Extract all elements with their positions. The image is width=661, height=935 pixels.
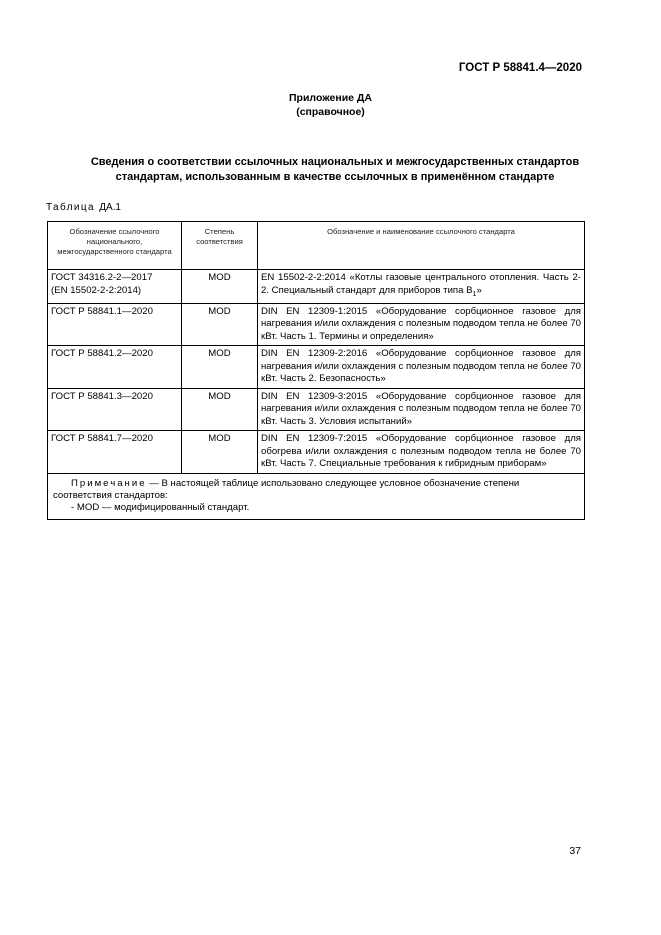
reference-cell: DIN EN 12309-2:2016 «Оборудование сорбционное газовое для нагревания и/или охлаждения с полезным подводом тепла не более 70 кВт. Часть 2. Безопасность» [258, 346, 585, 389]
document-code: ГОСТ Р 58841.4—2020 [458, 62, 582, 74]
degree-cell: MOD [182, 303, 258, 346]
table-row [48, 270, 585, 304]
reference-cell: DIN EN 12309-7:2015 «Оборудование сорбционное газовое для обогрева и/или охлаждения с полезным подводом тепла не более 70 кВт. Часть 7. Специальные требования к гибридным приборам» [258, 431, 585, 474]
degree-cell: MOD [182, 270, 258, 304]
reference-cell: EN 15502-2-2:2014 «Котлы газовые центрального отопления. Часть 2-2. Специальный стандарт для приборов типа $B_1$» [258, 270, 585, 304]
standard-cell: ГОСТ Р 58841.3—2020 [48, 388, 182, 431]
standard-cell: ГОСТ Р 58841.1—2020 [48, 303, 182, 346]
header-national-standard: Обозначение ссылочного национального, межгосударственного стандарта [48, 222, 182, 270]
standard-cell: ГОСТ Р 58841.2—2020 [48, 346, 182, 389]
table-row [48, 431, 585, 474]
degree-cell: MOD [182, 431, 258, 474]
note-text: Примечание — В настоящей таблице использовано следующее условное обозначение степени соответствия стандартов: [53, 477, 520, 501]
table-caption [46, 202, 121, 213]
correspondence-table [47, 221, 585, 520]
table-row [48, 388, 585, 431]
note-label: Примечание [71, 477, 147, 489]
table-caption-number: ДА.1 [99, 202, 121, 213]
degree-cell: MOD [182, 346, 258, 389]
header-degree: Степень соответствия [182, 222, 258, 270]
page-number: 37 [569, 845, 581, 857]
table-row [48, 346, 585, 389]
section-title-line1: Сведения о соответствии ссылочных национальных и межгосударственных стандартов [90, 156, 580, 168]
standard-cell: ГОСТ 34316.2-2—2017 (EN 15502-2-2:2014) [48, 270, 182, 304]
appendix-heading [0, 91, 661, 119]
table-header-row [48, 222, 585, 270]
standard-cell: ГОСТ Р 58841.7—2020 [48, 431, 182, 474]
degree-cell: MOD [182, 388, 258, 431]
table-caption-word: Таблица [46, 202, 96, 213]
reference-cell: DIN EN 12309-1:2015 «Оборудование сорбционное газовое для нагревания и/или охлаждения с полезным подводом тепла не более 70 кВт. Часть 1. Термины и определения» [258, 303, 585, 346]
table-row [48, 303, 585, 346]
section-title-line2: стандартам, использованным в качестве ссылочных в применённом стандарте [115, 171, 555, 183]
note-item: - MOD — модифицированный стандарт. [71, 501, 250, 513]
header-reference-standard: Обозначение и наименование ссылочного стандарта [258, 222, 585, 270]
appendix-title: Приложение ДА [289, 92, 372, 104]
table-note [48, 473, 585, 519]
reference-cell: DIN EN 12309-3:2015 «Оборудование сорбционное газовое для нагревания и/или охлаждения с полезным подводом тепла не более 70 кВт. Часть 3. Условия испытаний» [258, 388, 585, 431]
table-note-row [48, 473, 585, 519]
section-title [40, 155, 630, 185]
appendix-subtitle: (справочное) [296, 106, 365, 118]
